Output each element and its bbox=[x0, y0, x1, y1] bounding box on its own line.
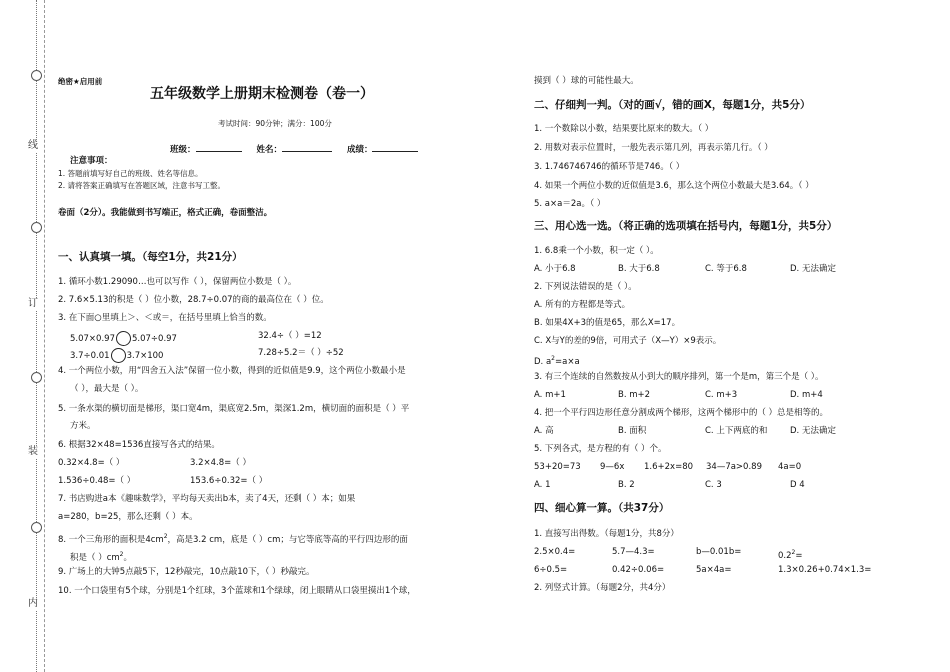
calc-expr-text: 0.2 bbox=[778, 550, 792, 561]
question-9: 9. 广场上的大钟5点敲5下，12秒敲完，10点敲10下，（ ）秒敲完。 bbox=[58, 567, 315, 577]
question-8-cont bbox=[70, 549, 132, 564]
q3-expr: 32.4÷（ ）=12 bbox=[258, 331, 322, 341]
section3-heading: 三、用心选一选。（将正确的选项填在括号内，每题1分，共5分） bbox=[534, 220, 838, 232]
compare-circle[interactable] bbox=[111, 348, 126, 363]
question-1: 1. 循环小数1.29090…也可以写作（ ），保留两位小数是（ ）。 bbox=[58, 277, 297, 287]
binding-margin bbox=[24, 0, 45, 672]
calc-expr: 5a×4a= bbox=[696, 565, 732, 575]
q8-text: 积是（ ）cm bbox=[70, 552, 120, 563]
binding-hole bbox=[31, 70, 42, 81]
exam-title: 五年级数学上册期末检测卷（卷一） bbox=[150, 86, 374, 102]
superscript: 2 bbox=[791, 549, 796, 556]
tf-item: 2. 用数对表示位置时，一般先表示第几列，再表示第几行。（ ） bbox=[534, 143, 773, 153]
question-8 bbox=[58, 531, 408, 546]
name-input-line[interactable] bbox=[282, 142, 332, 152]
section2-heading: 二、仔细判一判。（对的画√，错的画X，每题1分，共5分） bbox=[534, 99, 811, 111]
q6-expr: 3.2×4.8=（ ） bbox=[190, 458, 251, 468]
binding-word-zhuang: 装 bbox=[28, 446, 38, 457]
compare-circle[interactable] bbox=[116, 331, 131, 346]
q8-text: ，高是3.2 cm，底是（ ）cm；与它等底等高的平行四边形的面 bbox=[167, 534, 408, 545]
calc-expr: 2.5×0.4= bbox=[534, 547, 576, 557]
superscript: 2 bbox=[119, 551, 124, 558]
binding-dotted-line bbox=[36, 0, 38, 672]
mc-option: A. 1 bbox=[534, 480, 551, 490]
mc-option: C. X与Y的差的9倍，可用式子（X—Y）×9表示。 bbox=[534, 336, 722, 346]
mc-option-text: =a×a bbox=[555, 356, 580, 367]
mc-option: C. m+3 bbox=[705, 390, 738, 400]
neatness-note: 卷面（2分）。我能做到书写端正，格式正确，卷面整洁。 bbox=[58, 208, 273, 218]
tf-item: 5. a×a＝2a。（ ） bbox=[534, 199, 606, 209]
confidential-label: 绝密★启用前 bbox=[58, 77, 103, 86]
question-7: 7. 书店购进a本《趣味数学》，平均每天卖出b本，卖了4天，还剩（ ）本；如果 bbox=[58, 494, 356, 504]
calc-expr: b—0.01b= bbox=[696, 547, 742, 557]
mc-option: A. 所有的方程都是等式。 bbox=[534, 300, 631, 310]
section4-heading: 四、细心算一算。（共37分） bbox=[534, 502, 670, 514]
q3-expr: 5.07×0.97 bbox=[70, 334, 115, 344]
mc-option bbox=[534, 353, 580, 368]
superscript: 2 bbox=[163, 533, 168, 540]
mc-option: C. 上下两底的和 bbox=[705, 426, 768, 436]
binding-hole bbox=[31, 372, 42, 383]
mc-option: A. 小于6.8 bbox=[534, 264, 576, 274]
mc5-expr: 4a=0 bbox=[778, 462, 802, 472]
mc-option: D. 无法确定 bbox=[790, 426, 836, 436]
mc-option: B. 面积 bbox=[618, 426, 647, 436]
mc-option: A. m+1 bbox=[534, 390, 566, 400]
q8-text: 8. 一个三角形的面积是4cm bbox=[58, 534, 164, 545]
section1-heading: 一、认真填一填。（每空1分，共21分） bbox=[58, 251, 243, 263]
q6-expr: 153.6÷0.32=（ ） bbox=[190, 476, 268, 486]
calc-expr: 5.7—4.3= bbox=[612, 547, 655, 557]
tf-item: 4. 如果一个两位小数的近似值是3.6，那么这个两位小数最大是3.64。（ ） bbox=[534, 181, 814, 191]
mc5-expr: 1.6+2x=80 bbox=[644, 462, 694, 472]
name-label: 姓名： bbox=[256, 145, 282, 155]
student-fields bbox=[170, 142, 418, 156]
question-4: 4. 一个两位小数，用“四舍五入法”保留一位小数，得到的近似值是9.9，这个两位小数最小是 bbox=[58, 366, 406, 376]
mc5-expr: 9—6x bbox=[600, 462, 625, 472]
exam-info: 考试时间：90分钟；满分：100分 bbox=[218, 119, 332, 128]
mc-option: A. 高 bbox=[534, 426, 554, 436]
question-10: 10. 一个口袋里有5个球，分别是1个红球，3个蓝球和1个绿球，闭上眼睛从口袋里摸出1个球， bbox=[58, 586, 416, 596]
superscript: 2 bbox=[551, 355, 555, 362]
calc-expr: 1.3×0.26+0.74×1.3= bbox=[778, 565, 872, 575]
mc-option: B. m+2 bbox=[618, 390, 651, 400]
tf-item: 1. 一个数除以小数，结果要比原来的数大。（ ） bbox=[534, 124, 714, 134]
question-7-cont: a=280，b=25，那么还剩（ ）本。 bbox=[58, 512, 198, 522]
score-input-line[interactable] bbox=[372, 142, 418, 152]
mc-option-text: D. a bbox=[534, 356, 552, 367]
question-5-cont: 方米。 bbox=[70, 421, 96, 431]
binding-hole bbox=[31, 522, 42, 533]
calc-expr: 0.42÷0.06= bbox=[612, 565, 665, 575]
mc-option: B. 大于6.8 bbox=[618, 264, 660, 274]
mc5-expr: 34—7a>0.89 bbox=[706, 462, 762, 472]
mc-option: C. 3 bbox=[705, 480, 722, 490]
q3-expr: 5.07÷0.97 bbox=[131, 334, 177, 344]
binding-hole bbox=[31, 222, 42, 233]
note-item: 1. 答题前填写好自己的班级、姓名等信息。 bbox=[58, 169, 203, 178]
question-4-cont: （ ），最大是（ ）。 bbox=[70, 384, 144, 394]
question-3: 3. 在下面○里填上＞、＜或＝，在括号里填上恰当的数。 bbox=[58, 313, 272, 323]
q6-expr: 0.32×4.8=（ ） bbox=[58, 458, 125, 468]
binding-word-xian: 线 bbox=[28, 140, 38, 151]
class-label: 班级： bbox=[170, 145, 196, 155]
note-item: 2. 请将答案正确填写在答题区域，注意书写工整。 bbox=[58, 181, 226, 190]
class-input-line[interactable] bbox=[196, 142, 242, 152]
mc-option: C. 等于6.8 bbox=[705, 264, 747, 274]
calc-expr bbox=[778, 547, 802, 562]
mc-option: B. 如果4X+3的值是65，那么X=17。 bbox=[534, 318, 681, 328]
mc5-expr: 53+20=73 bbox=[534, 462, 581, 472]
q3-expr: 7.28÷5.2＝（ ）÷52 bbox=[258, 348, 344, 358]
notes-title: 注意事项： bbox=[70, 156, 113, 166]
calc-question-2: 2. 列竖式计算。（每题2分，共4分） bbox=[534, 583, 671, 593]
question-2: 2. 7.6×5.13的积是（ ）位小数，28.7÷0.07的商的最高位在（ ）位。 bbox=[58, 295, 329, 305]
binding-word-ding: 订 bbox=[28, 298, 38, 309]
mc-question-1: 1. 6.8乘一个小数，积一定（ ）。 bbox=[534, 246, 659, 256]
question-10-cont: 摸到（ ）球的可能性最大。 bbox=[534, 76, 639, 86]
mc-option: D 4 bbox=[790, 480, 805, 490]
mc-question-3: 3. 有三个连续的自然数按从小到大的顺序排列，第一个是m，第三个是（ ）。 bbox=[534, 372, 824, 382]
tf-item: 3. 1.746746746的循环节是746。（ ） bbox=[534, 162, 685, 172]
q3-expr: 3.7×100 bbox=[126, 351, 164, 361]
mc-option: B. 2 bbox=[618, 480, 635, 490]
calc-question-1: 1. 直接写出得数。（每题1分，共8分） bbox=[534, 529, 679, 539]
score-label: 成绩： bbox=[346, 145, 373, 155]
calc-expr-text: = bbox=[795, 550, 803, 561]
calc-expr: 6÷0.5= bbox=[534, 565, 568, 575]
question-6: 6. 根据32×48=1536直接写各式的结果。 bbox=[58, 440, 220, 450]
q3-row-2 bbox=[70, 348, 163, 363]
q6-expr: 1.536÷0.48=（ ） bbox=[58, 476, 136, 486]
binding-word-nei: 内 bbox=[28, 598, 38, 609]
mc-question-2: 2. 下列说法错误的是（ ）。 bbox=[534, 282, 637, 292]
mc-option: D. m+4 bbox=[790, 390, 823, 400]
q3-expr: 3.7÷0.01 bbox=[70, 351, 110, 361]
mc-question-4: 4. 把一个平行四边形任意分割成两个梯形，这两个梯形中的（ ）总是相等的。 bbox=[534, 408, 829, 418]
mc-question-5: 5. 下列各式，是方程的有（ ）个。 bbox=[534, 444, 667, 454]
q3-row-1 bbox=[70, 331, 177, 346]
question-5: 5. 一条水渠的横切面是梯形，渠口宽4m，渠底宽2.5m，渠深1.2m，横切面的面积是（ ）平 bbox=[58, 404, 410, 414]
mc-option: D. 无法确定 bbox=[790, 264, 836, 274]
q8-text: 。 bbox=[123, 552, 132, 563]
